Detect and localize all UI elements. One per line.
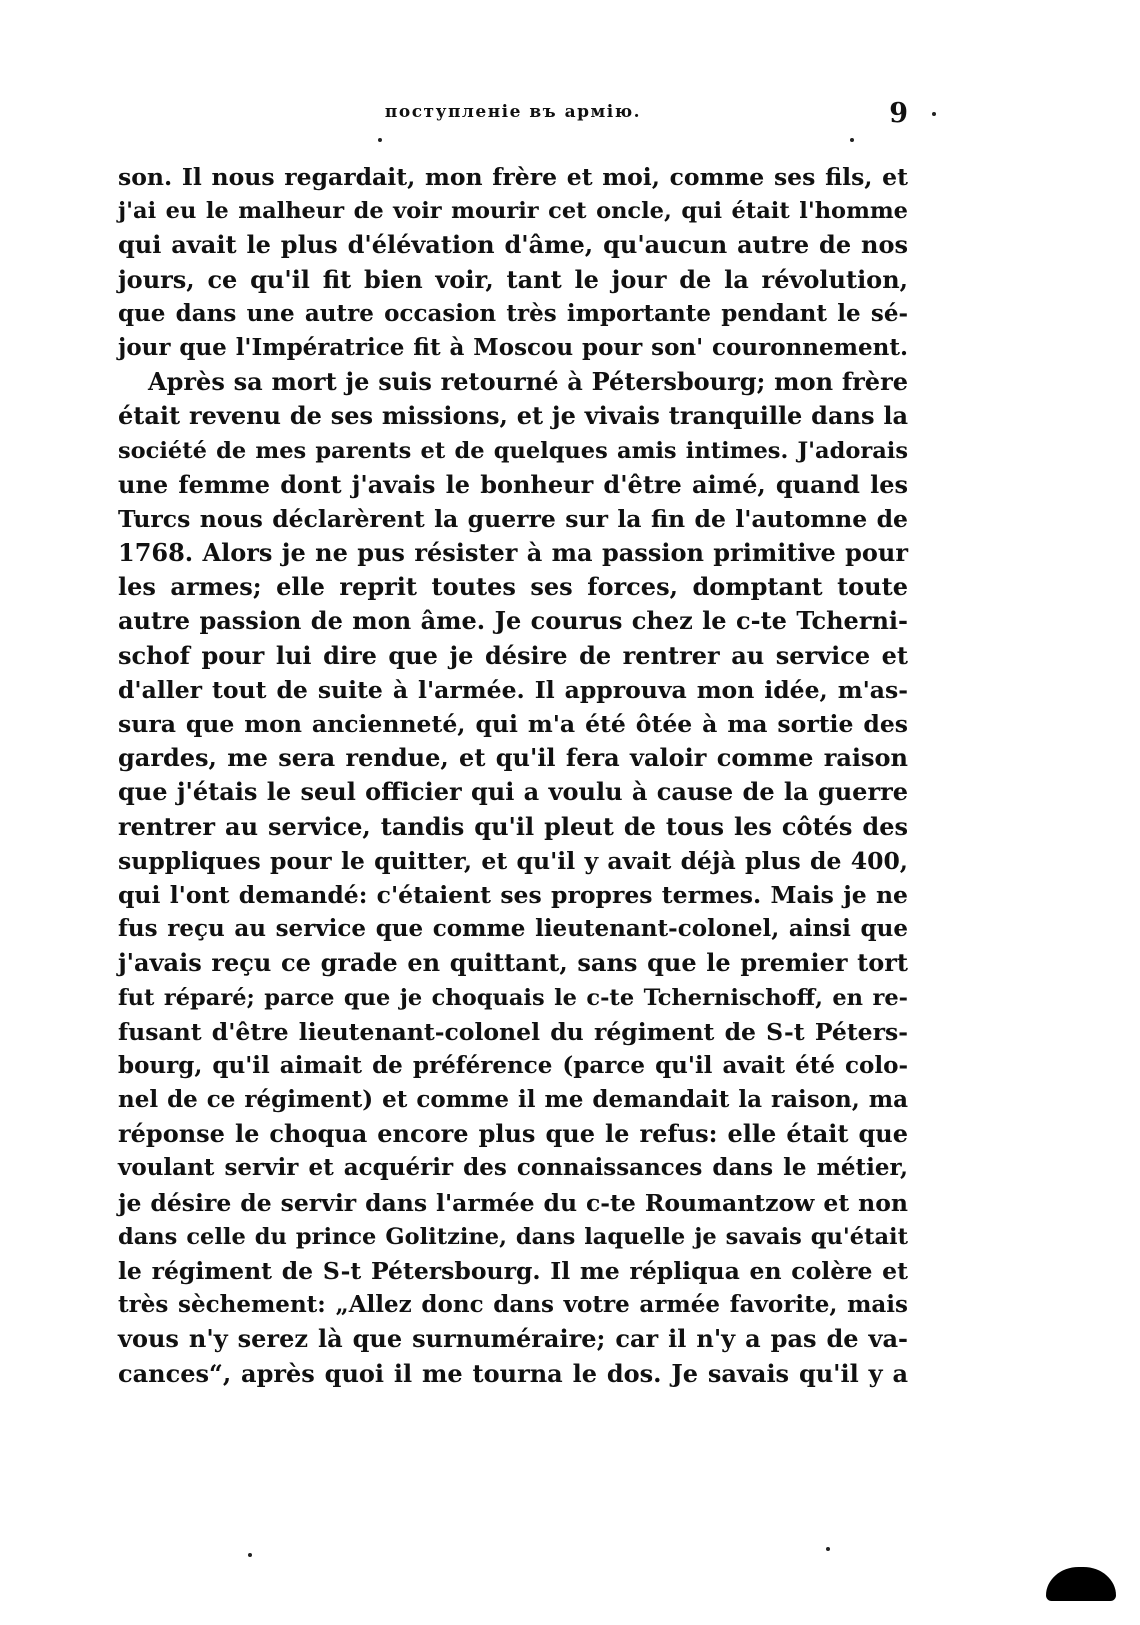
page-number: 9 — [889, 98, 908, 129]
text-line: que j'étais le seul officier qui a voulu à cause de la guerre — [118, 777, 908, 807]
text-line: le régiment de S-t Pétersbourg. Il me répliqua en colère et — [118, 1257, 908, 1285]
text-line: 1768. Alors je ne pus résister à ma passion primitive pour — [118, 538, 908, 568]
text-line: société de mes parents et de quelques amis intimes. J'adorais — [118, 437, 908, 464]
text-line: j'ai eu le malheur de voir mourir cet oncle, qui était l'homme — [118, 198, 908, 225]
text-line: suppliques pour le quitter, et qu'il y avait déjà plus de 400, — [118, 846, 908, 875]
running-title: поступленіе въ армію. — [384, 102, 642, 122]
text-line: les armes; elle reprit toutes ses forces, domptant toute — [118, 572, 908, 602]
text-line: que dans une autre occasion très importante pendant le sé- — [118, 299, 908, 327]
scan-speck — [378, 138, 382, 142]
text-line: dans celle du prince Golitzine, dans laquelle je savais qu'était — [118, 1223, 908, 1250]
text-line: voulant servir et acquérir des connaissances dans le métier, — [118, 1154, 908, 1182]
text-line: fusant d'être lieutenant-colonel du régiment de S-t Péters- — [118, 1017, 908, 1046]
text-line: rentrer au service, tandis qu'il pleut de tous les côtés des — [118, 811, 908, 841]
scan-speck — [932, 112, 936, 116]
text-line: schof pour lui dire que je désire de rentrer au service et — [118, 640, 908, 670]
text-line: qui l'ont demandé: c'étaient ses propres termes. Mais je ne — [118, 880, 908, 909]
text-line: fus reçu au service que comme lieutenant-colonel, ainsi que — [118, 915, 908, 943]
text-line: très sèchement: „Allez donc dans votre armée favorite, mais — [118, 1291, 908, 1319]
ink-blot — [1046, 1567, 1116, 1601]
scan-speck — [850, 138, 854, 142]
text-line: je désire de servir dans l'armée du c-te Roumantzow et non — [118, 1188, 908, 1217]
text-line: Après sa mort je suis retourné à Pétersbourg; mon frère — [148, 367, 908, 397]
text-line: sura que mon ancienneté, qui m'a été ôtée à ma sortie des — [118, 710, 908, 738]
text-line: jours, ce qu'il fit bien voir, tant le jour de la révolution, — [118, 264, 908, 294]
running-head — [118, 98, 908, 128]
text-line: j'avais reçu ce grade en quittant, sans que le premier tort — [118, 948, 908, 978]
scan-speck — [826, 1547, 830, 1551]
text-line: Turcs nous déclarèrent la guerre sur la fin de l'automne de — [118, 504, 908, 533]
text-line: était revenu de ses missions, et je vivais tranquille dans la — [118, 401, 908, 431]
text-line: vous n'y serez là que surnuméraire; car il n'y a pas de va- — [118, 1324, 908, 1354]
body-text — [118, 160, 908, 1391]
text-line: autre passion de mon âme. Je courus chez le c-te Tcherni- — [118, 606, 908, 636]
text-line: réponse le choqua encore plus que le refus: elle était que — [118, 1119, 908, 1149]
text-line: d'aller tout de suite à l'armée. Il approuva mon idée, m'as- — [118, 675, 908, 704]
text-line: qui avait le plus d'élévation d'âme, qu'aucun autre de nos — [118, 230, 908, 260]
text-line: gardes, me sera rendue, et qu'il fera valoir comme raison — [118, 743, 908, 773]
text-line: son. Il nous regardait, mon frère et moi, comme ses fils, et — [118, 163, 908, 191]
text-line: cances“, après quoi il me tourna le dos. Je savais qu'il y a — [118, 1358, 908, 1388]
scan-speck — [248, 1553, 252, 1557]
text-line: une femme dont j'avais le bonheur d'être aimé, quand les — [118, 469, 908, 499]
text-line: nel de ce régiment) et comme il me demandait la raison, ma — [118, 1086, 908, 1114]
text-line: jour que l'Impératrice fit à Moscou pour son' couronnement. — [118, 333, 908, 361]
text-line: bourg, qu'il aimait de préférence (parce qu'il avait été colo- — [118, 1051, 908, 1079]
text-line: fut réparé; parce que je choquais le c-te Tchernischoff, en re- — [118, 984, 908, 1011]
